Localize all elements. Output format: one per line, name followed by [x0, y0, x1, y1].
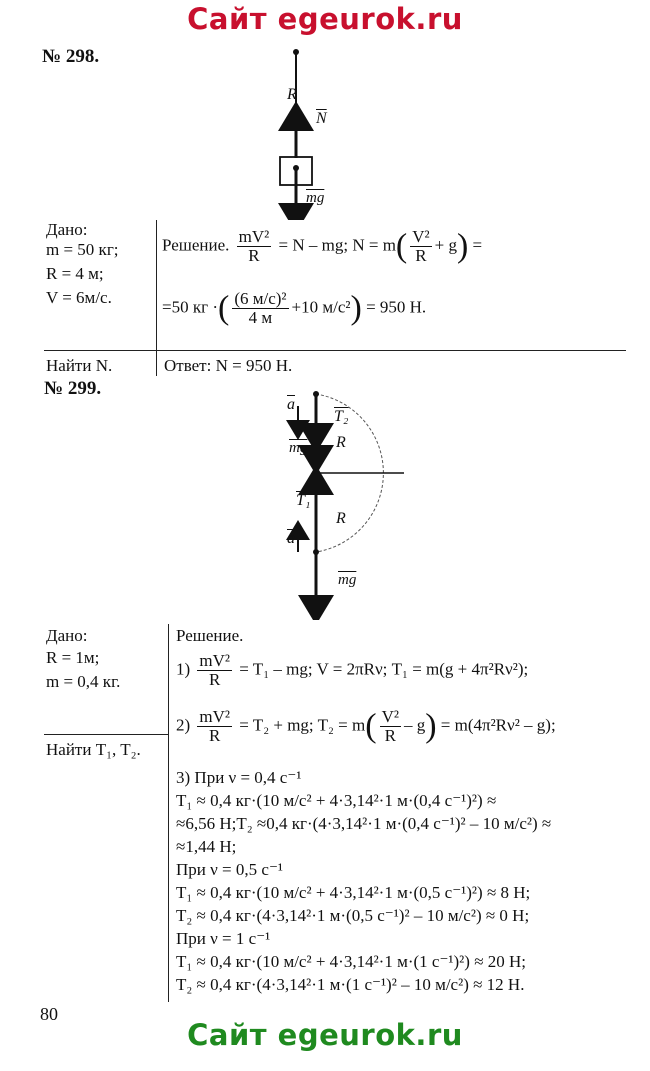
find-298: Найти N.: [46, 356, 113, 375]
eq2-frac-den: 4 м: [248, 308, 273, 327]
calc-line-10: T₂ ≈ 0,4 кг·(4·3,14²·1 м·(1 с⁻¹)² – 10 м/с²) ≈ 12 Н.: [176, 975, 525, 994]
l1-numerator: mV²: [199, 651, 231, 670]
given-R-298: R = 4 м;: [46, 264, 104, 283]
calc-line-6: T₁ ≈ 0,4 кг·(10 м/с² + 4·3,14²·1 м·(0,5 с⁻¹)²) ≈ 8 Н;: [176, 883, 531, 902]
eq1-end: =: [472, 235, 483, 255]
given-m-299: m = 0,4 кг.: [46, 672, 121, 691]
divider-horizontal-299: [44, 734, 169, 735]
calc-line-4: ≈1,44 Н;: [176, 837, 237, 856]
l2-frac-den: R: [384, 726, 396, 745]
eq2-start: =50 кг ·: [162, 297, 218, 317]
given-V-298: V = 6м/с.: [46, 288, 112, 307]
eq2-tail: +10 м/с²: [291, 297, 351, 317]
problem-299-number: № 299.: [44, 378, 102, 399]
label-a-top: $\overline{a}$: [287, 396, 295, 413]
label-R: R: [287, 86, 297, 103]
l1-prefix: 1): [176, 659, 191, 679]
find-299: Найти T₁, T₂.: [46, 740, 141, 759]
problem-298-number: № 298.: [42, 46, 100, 67]
label-N-vector: $\overline{N}$: [316, 110, 327, 127]
eq1-frac-num: V²: [412, 227, 430, 246]
label-T1: T₁: [296, 492, 311, 509]
eq1-mid: = N – mg; N = m: [278, 235, 396, 255]
eq1-tail: + g: [434, 235, 457, 255]
solution-298-line1: Решение. $\frac{\text{mV²}}{R}$ = N – mg; N = m( $\frac{\text{V²}}{R}$ + g) =: [162, 227, 483, 265]
solution-label-298: Решение.: [162, 235, 230, 255]
given-m-298: m = 50 кг;: [46, 240, 119, 259]
l1-rest: = T₁ – mg; V = 2πRν; T₁ = m(g + 4π²Rν²);: [239, 659, 529, 679]
label-mg-vector: $\overline{mg}$: [306, 190, 325, 206]
eq1-denominator: R: [248, 246, 260, 265]
calc-line-1: 3) При ν = 0,4 с⁻¹: [176, 768, 302, 787]
calc-line-8: При ν = 1 с⁻¹: [176, 929, 271, 948]
page-number: 80: [40, 1004, 58, 1024]
l2-end: = m(4π²Rν² – g);: [440, 715, 556, 735]
divider-vertical-299: [168, 624, 169, 1002]
l2-denominator: R: [209, 726, 221, 745]
eq2-end: = 950 Н.: [366, 297, 427, 317]
divider-vertical-298: [156, 220, 157, 376]
label-a-bottom: $\overline{a}$: [287, 530, 295, 547]
l2-tail: – g: [403, 715, 426, 735]
label-R-bottom: R: [336, 510, 346, 527]
calc-line-7: T₂ ≈ 0,4 кг·(4·3,14²·1 м·(0,5 с⁻¹)² – 10 м/с²) ≈ 0 Н;: [176, 906, 530, 925]
solution-299-line2: 2) $\frac{\text{mV²}}{R}$ = T₂ + mg; T₂ = m( $\frac{\text{V²}}{R}$ – g) = m(4π²Rν² – g);: [176, 707, 556, 745]
calc-line-9: T₁ ≈ 0,4 кг·(10 м/с² + 4·3,14²·1 м·(1 с⁻¹)²) ≈ 20 Н;: [176, 952, 527, 971]
eq1-numerator: mV²: [238, 227, 270, 246]
solution-299-line1: [176, 652, 528, 689]
solution-298-line2: =50 кг ·( $\frac{\text{(6 м/с)²}}{4 м}$ +10 м/с²) = 950 Н.: [162, 289, 427, 327]
given-title-299: Дано:: [46, 626, 88, 645]
label-R-top: R: [336, 434, 346, 451]
eq1-frac-den: R: [415, 246, 427, 265]
problem-298-figure: [240, 40, 360, 220]
l2-prefix: 2): [176, 715, 191, 735]
calc-line-2: T₁ ≈ 0,4 кг·(10 м/с² + 4·3,14²·1 м·(0,4 с⁻¹)²) ≈: [176, 791, 497, 810]
l2-mid: = T₂ + mg; T₂ = m: [239, 715, 366, 735]
l2-frac-num: V²: [381, 707, 399, 726]
solution-label-299: Решение.: [176, 626, 244, 645]
eq2-frac-num: (6 м/с)²: [234, 289, 287, 308]
calc-line-3: ≈6,56 Н;T₂ ≈0,4 кг·(4·3,14²·1 м·(0,4 с⁻¹)² – 10 м/с²) ≈: [176, 814, 552, 833]
calc-line-5: При ν = 0,5 с⁻¹: [176, 860, 284, 879]
given-title-298: Дано:: [46, 220, 88, 239]
l1-denominator: R: [209, 670, 221, 689]
site-watermark-bottom: Сайт egeurok.ru: [187, 1018, 463, 1052]
l2-numerator: mV²: [199, 707, 231, 726]
label-mg-bottom: $\overline{mg}$: [338, 572, 357, 588]
divider-horizontal-298: [44, 350, 626, 351]
answer-298: Ответ: N = 950 Н.: [164, 356, 293, 375]
label-mg-left: $\overline{mg}$: [289, 440, 308, 456]
site-watermark-top: Сайт egeurok.ru: [187, 2, 463, 36]
label-T2: T₂: [334, 408, 349, 425]
given-R-299: R = 1м;: [46, 648, 100, 667]
